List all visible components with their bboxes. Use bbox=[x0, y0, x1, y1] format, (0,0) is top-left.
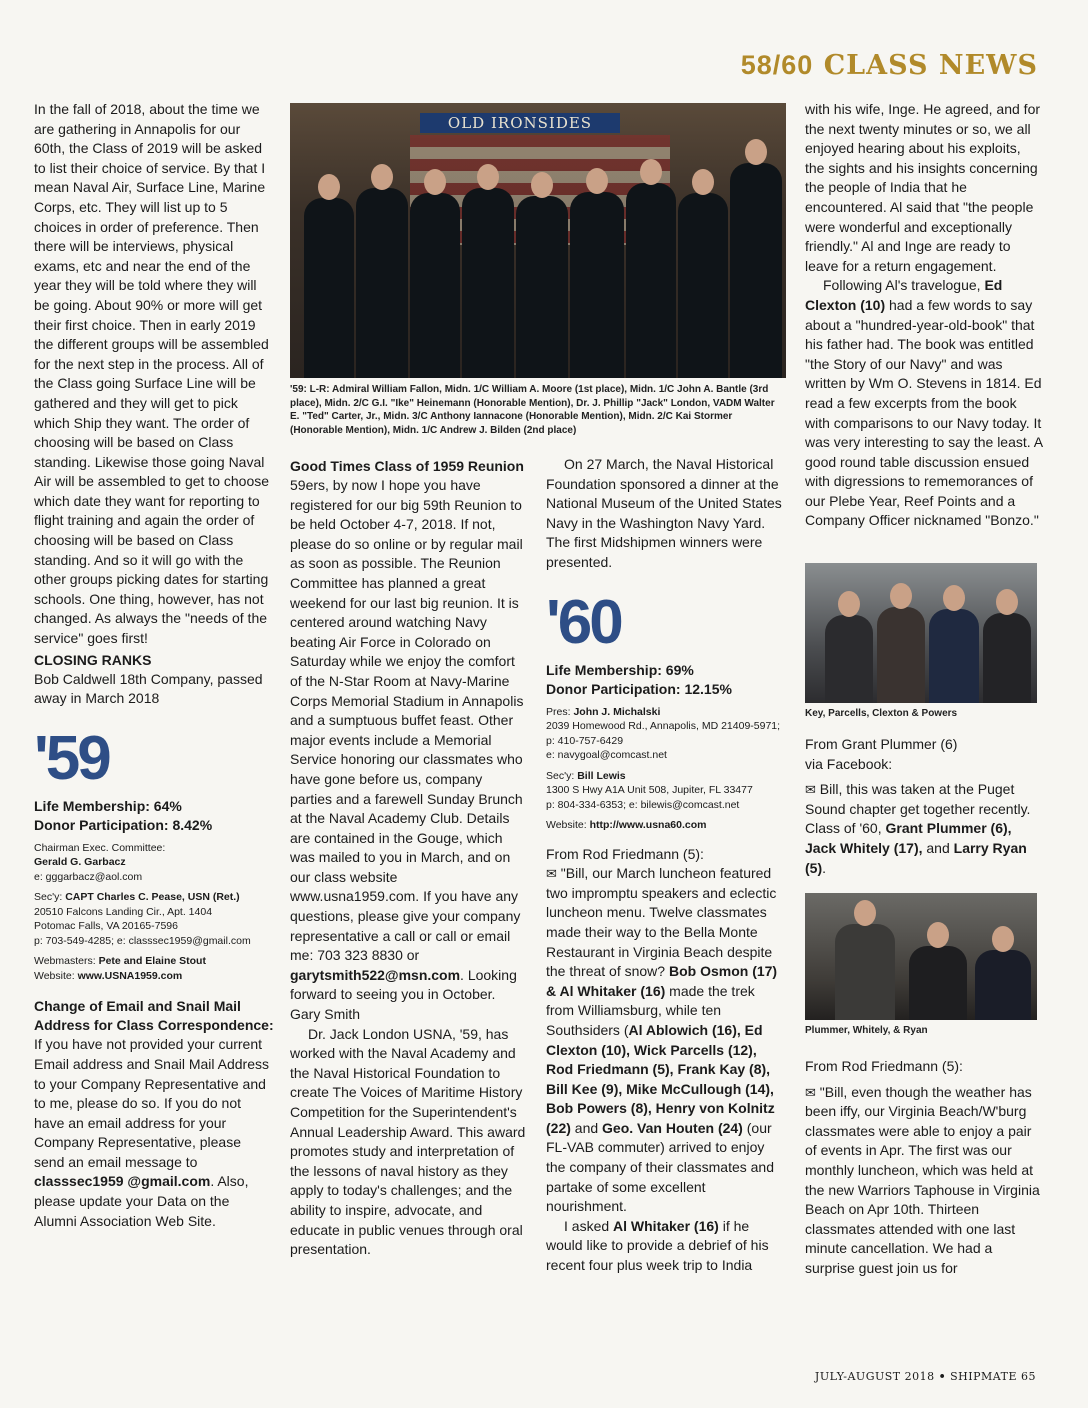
footer-issue: JULY-AUGUST 2018 bbox=[814, 1370, 935, 1383]
webmasters-info bbox=[34, 954, 274, 983]
from-rod-heading: From Rod Friedmann (5): bbox=[546, 845, 704, 862]
puget-text-e: . bbox=[822, 859, 827, 876]
person-silhouette bbox=[835, 924, 895, 1020]
reunion-email-link[interactable]: garytsmith522@msn.com bbox=[290, 966, 461, 983]
section-title bbox=[741, 50, 1038, 81]
dinner-paragraph: On 27 March, the Naval Historical Foundation sponsored a dinner at the National Museum of the United States Navy in the Washington Navy Yard. The first Midshipmen winners were presented. bbox=[546, 456, 782, 570]
change-address-heading: Change of Email and Snail Mail Address for Class Correspondence: bbox=[34, 998, 274, 1034]
footer-page-number: 65 bbox=[1021, 1370, 1036, 1383]
envelope-icon: ✉ bbox=[805, 782, 816, 798]
book-text-a: Following Al's travelogue, bbox=[823, 277, 981, 294]
website-label: Website: bbox=[546, 819, 587, 832]
luncheon-text-c: made the trek from Williamsburg, while ten Southsiders ( bbox=[546, 982, 755, 1038]
column-4-middle bbox=[805, 735, 1043, 878]
person-silhouette bbox=[678, 193, 728, 378]
person-silhouette bbox=[516, 196, 568, 378]
closing-ranks-heading: CLOSING RANKS bbox=[34, 651, 152, 668]
chairman-email[interactable]: e: gggarbacz@aol.com bbox=[34, 870, 143, 883]
page-footer bbox=[815, 1370, 1036, 1383]
person-silhouette bbox=[909, 946, 967, 1020]
luncheon-names-f: Geo. Van Houten (24) bbox=[602, 1119, 743, 1136]
puget-text-a: Bill, this was taken at the Puget Sound chapter get together recently. Class of '60, bbox=[805, 781, 1031, 837]
person-silhouette bbox=[877, 607, 925, 703]
website-link-60[interactable]: http://www.usna60.com bbox=[589, 819, 707, 832]
group-photo-plummer bbox=[805, 893, 1037, 1020]
secretary-label: Sec'y: bbox=[34, 891, 63, 904]
book-text-c: had a few words to say about a "hundred-year-old-book" that his father had. The book was entitled "the Story of our Navy" and was written by Wm O. Stevens in 1814. Ed read a few excerpts from the book with comparisons to our Navy today. It was very interesting to say the least. A good round table discussion ensued with digressions to rememorances of our Plebe Year, Reef Points and a Company Officer nicknamed "Bonzo." bbox=[805, 296, 1043, 529]
person-silhouette bbox=[975, 950, 1031, 1020]
person-silhouette bbox=[929, 609, 979, 703]
president-label: Pres: bbox=[546, 705, 571, 718]
group-photo-key-parcells bbox=[805, 563, 1037, 703]
chairman-name: Gerald G. Garbacz bbox=[34, 856, 126, 869]
person-silhouette bbox=[462, 188, 514, 378]
donor-participation-59: Donor Participation: 8.42% bbox=[34, 816, 213, 833]
section-title-number: 58/60 bbox=[740, 50, 814, 80]
footer-dot: • bbox=[938, 1370, 947, 1383]
chairman-label: Chairman Exec. Committee: bbox=[34, 841, 166, 854]
person-silhouette bbox=[304, 198, 354, 378]
president-info bbox=[546, 705, 786, 763]
from-grant-heading: From Grant Plummer (6) bbox=[805, 736, 958, 752]
webmasters-label: Webmasters: bbox=[34, 955, 96, 968]
reunion-paragraph bbox=[290, 476, 528, 1025]
chairman-info bbox=[34, 841, 274, 885]
taphouse-paragraph bbox=[805, 1083, 1043, 1279]
person-silhouette bbox=[626, 183, 676, 378]
reunion-text: 59ers, by now I hope you have registered for our big 59th Reunion to be held October 4-7, 2018. If not, please do so online or by regular mail as soon as possible. The Reunion Committee has planned a great weekend for our last big reunion. It is centered around watching Navy beating Air Force in Colorado on Saturday while we enjoy the comfort of the N-Star Room at Navy-Marine Corps Memorial Stadium in Annapolis and a sumptuous buffet feast. Other major events include a Memorial Service honoring our classmates who have gone before us, company parties and a farewell Sunday Brunch at the Naval Academy Club. Details are contained in the Gouge, which was mailed to you in March, and on our class website www.usna1959.com. If you have any questions, please give your company representative a call or call or email me: 703 323 8830 or bbox=[290, 477, 524, 964]
person-silhouette bbox=[730, 163, 782, 378]
secretary-address-1: 20510 Falcons Landing Cir., Apt. 1404 bbox=[34, 905, 213, 918]
ceremony-photo-caption: '59: L-R: Admiral William Fallon, Midn. 1/C William A. Moore (1st place), Midn. 1/C John A. Bantle (3rd place), Midn. 2/C G.I. "Ike" Heinemann (Honorable Mention), Dr. J. Phillip "Jack" London, VADM Walter E. "Ted" Carter, Jr., Midn. 3/C Anthony Iannacone (Honorable Mention), Midn. 2/C Kai Stormer (Honorable Mention), Midn. 1/C Andrew J. Bilden (2nd place) bbox=[290, 384, 775, 436]
person-silhouette bbox=[825, 615, 873, 703]
luncheon-text-a: "Bill, our March luncheon featured two impromptu speakers and eclectic luncheon menu. Twelve classmates made their way to the Bella Monte Restaurant in Virginia Beach despite the threat of snow? bbox=[546, 865, 777, 980]
luncheon-names-d: Al Ablowich (16), Ed Clexton (10), Wick Parcells (12), Rod Friedmann (5), Frank Kay (8), Bill Kee (9), Mike McCullough (14), Bob Powers (8), Henry von Kolnitz (22) bbox=[546, 1021, 775, 1136]
secretary-contact[interactable]: p: 804-334-6353; e: bilewis@comcast.net bbox=[546, 798, 740, 811]
change-email-link[interactable]: classsec1959 @gmail.com bbox=[34, 1173, 211, 1190]
debrief-text-c: if he would like to provide a debrief of his recent four plus week trip to India bbox=[546, 1217, 769, 1274]
envelope-icon: ✉ bbox=[805, 1084, 816, 1100]
website-info-60 bbox=[546, 818, 786, 833]
secretary-label: Sec'y: bbox=[546, 769, 575, 782]
secretary-info-59 bbox=[34, 890, 274, 948]
president-email[interactable]: e: navygoal@comcast.net bbox=[546, 749, 667, 762]
president-address: 2039 Homewood Rd., Annapolis, MD 21409-5971; p: 410-757-6429 bbox=[546, 720, 781, 747]
old-ironsides-banner: OLD IRONSIDES bbox=[420, 113, 620, 133]
secretary-name: Bill Lewis bbox=[577, 769, 626, 782]
puget-names-d: Larry Ryan (5) bbox=[805, 839, 1027, 876]
change-address-text bbox=[34, 1035, 274, 1231]
debrief-name: Al Whitaker (16) bbox=[613, 1217, 719, 1234]
debrief-text-a: I asked bbox=[564, 1217, 610, 1234]
luncheon-text-g: (our FL-VAB commuter) arrived to enjoy the company of their classmates and partake of some excellent nourishment. bbox=[546, 1119, 775, 1215]
puget-paragraph bbox=[805, 780, 1043, 878]
webmasters-names: Pete and Elaine Stout bbox=[98, 955, 206, 968]
change-text-1: If you have not provided your current Email address and Snail Mail Address to your Company Representative and to me, please do so. If you do not have an email address for your Company Representative, please send an email message to bbox=[34, 1036, 270, 1170]
travelogue-paragraph: with his wife, Inge. He agreed, and for the next twenty minutes or so, we all enjoyed hearing about his exploits, the sights and his insights concerning the people of India that he encountered. Al said that "the people were wonderful and exceptionally friendly." Al and Inge are ready to leave for a return engagement. bbox=[805, 101, 1041, 274]
column-2 bbox=[290, 455, 528, 1260]
luncheon-paragraph bbox=[546, 864, 786, 1217]
closing-ranks-text: Bob Caldwell 18th Company, passed away in March 2018 bbox=[34, 670, 263, 707]
taphouse-text: "Bill, even though the weather has been iffy, our Virginia Beach/W'burg classmates were able to enjoy a pair of events in Apr. The first was our monthly luncheon, which was held at the new Warriors Taphouse in Virginia Beach on Apr 10th. Thirteen classmates attended with one last minute cancellation. We had a surprise guest join us for bbox=[805, 1083, 1040, 1276]
puget-text-c: and bbox=[926, 839, 950, 856]
column-4-bottom bbox=[805, 1057, 1043, 1279]
person-silhouette bbox=[570, 192, 624, 378]
donor-participation-60: Donor Participation: 12.15% bbox=[546, 680, 732, 697]
life-membership-60: Life Membership: 69% bbox=[546, 661, 694, 678]
luncheon-names-a: Bob Osmon (17) & Al Whitaker (16) bbox=[546, 963, 778, 999]
from-rod-heading-2: From Rod Friedmann (5): bbox=[805, 1058, 963, 1074]
secretary-address: 1300 S Hwy A1A Unit 508, Jupiter, FL 33477 bbox=[546, 784, 753, 797]
class-year-59: '59 bbox=[34, 723, 109, 793]
change-text-2: . Also, please update your Data on the Alumni Association Web Site. bbox=[34, 1173, 249, 1229]
via-facebook: via Facebook: bbox=[805, 755, 893, 772]
section-title-text: CLASS NEWS bbox=[823, 50, 1038, 81]
person-silhouette bbox=[983, 613, 1031, 703]
column-3 bbox=[546, 455, 786, 1276]
intro-paragraph: In the fall of 2018, about the time we are gathering in Annapolis for our 60th, the Class of 2019 will be asked to list their choice of service. By that I mean Naval Air, Surface Line, Marine Corps, etc. They will list up to 5 choices in order of preference. Then there will be interviews, physical exams, etc and near the end of the year they will be told where they will be going. About 90% or more will get their first choice. Then in early 2019 the different groups will be assembled for the next step in the process. All of the Class going Surface Line will be gathered and they will get to pick which Ship they want. The order of choosing will be based on Class standing. Likewise those going Naval Air will be assembled to get to choose which date they want for reporting to flight training and again the order of choosing will be based on Class standing. And so it will go with the other groups picking dates for starting schools. One thing, however, has not changed. As always the "needs of the service" goes first! bbox=[34, 101, 270, 647]
secretary-info-60 bbox=[546, 769, 786, 813]
photo2-caption: Key, Parcells, Clexton & Powers bbox=[805, 708, 958, 719]
book-name: Ed Clexton (10) bbox=[805, 277, 1003, 313]
person-silhouette bbox=[356, 188, 408, 378]
president-name: John J. Michalski bbox=[573, 705, 661, 718]
secretary-contact[interactable]: p: 703-549-4285; e: classsec1959@gmail.com bbox=[34, 934, 251, 947]
reunion-heading: Good Times Class of 1959 Reunion bbox=[290, 458, 524, 474]
book-paragraph bbox=[805, 276, 1043, 531]
reunion-text-end: . Looking forward to seeing you in October. Gary Smith bbox=[290, 966, 517, 1023]
column-1 bbox=[34, 100, 274, 1231]
photo3-caption: Plummer, Whitely, & Ryan bbox=[805, 1025, 928, 1036]
person-silhouette bbox=[410, 193, 460, 378]
debrief-paragraph bbox=[546, 1217, 786, 1276]
secretary-name: CAPT Charles C. Pease, USN (Ret.) bbox=[65, 891, 240, 904]
envelope-icon: ✉ bbox=[546, 866, 557, 882]
secretary-address-2: Potomac Falls, VA 20165-7596 bbox=[34, 920, 178, 933]
website-link-59[interactable]: www.USNA1959.com bbox=[77, 969, 183, 982]
website-label: Website: bbox=[34, 969, 75, 982]
puget-names-b: Grant Plummer (6), Jack Whitely (17), bbox=[805, 820, 1012, 856]
footer-magazine: SHIPMATE bbox=[950, 1370, 1017, 1383]
life-membership-59: Life Membership: 64% bbox=[34, 797, 182, 814]
luncheon-text-e: and bbox=[574, 1119, 599, 1136]
london-paragraph: Dr. Jack London USNA, '59, has worked with the Naval Academy and the Naval Historical Foundation to create The Voices of Maritime History Competition for the Superintendent's Annual Leadership Award. This award promotes study and interpretation of the lessons of naval history as they apply to today's challenges; and the ability to inspire, advocate, and educate in public venues through oral presentation. bbox=[290, 1025, 526, 1258]
ceremony-photo bbox=[290, 103, 786, 378]
class-year-60: '60 bbox=[546, 587, 621, 657]
column-4 bbox=[805, 100, 1043, 531]
